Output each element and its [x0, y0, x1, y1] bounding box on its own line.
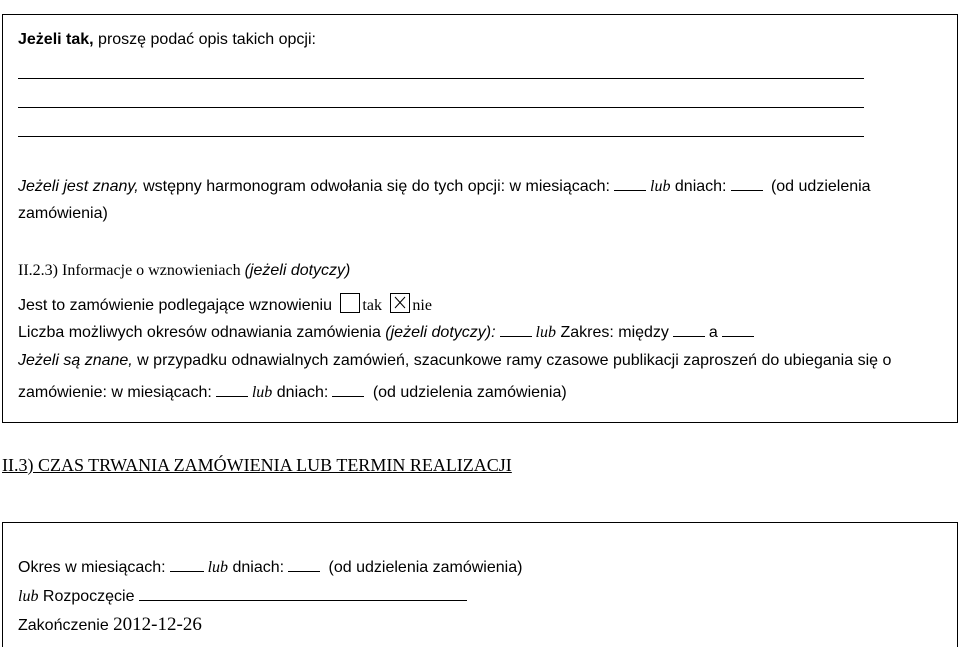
periods-text: Liczba możliwych okresów odnawiania zamówienia — [18, 324, 381, 341]
days-blank[interactable] — [288, 557, 320, 572]
days-blank[interactable] — [332, 382, 364, 397]
and-label: a — [708, 324, 718, 341]
if-yes-label: Jeżeli tak, — [18, 31, 94, 48]
options-description-text: proszę podać opis takich opcji: — [93, 31, 316, 48]
renewal-question: Jest to zamówienie podlegające wznowieniu — [18, 297, 332, 314]
from-award-label: (od udzielenia zamówienia) — [328, 559, 523, 576]
or-label: lub — [650, 178, 671, 195]
from-award-continuation: zamówienia) — [18, 205, 108, 222]
renewals-title: II.2.3) Informacje o wznowieniach — [18, 262, 241, 279]
or-label: lub — [207, 559, 229, 576]
months-blank[interactable] — [216, 382, 248, 397]
duration-months-line — [18, 557, 522, 577]
yes-checkbox[interactable] — [340, 293, 360, 313]
frames-text-2: zamówienie: w miesiącach: — [18, 384, 212, 401]
answer-line-1[interactable] — [18, 78, 864, 79]
checked-x-icon — [391, 294, 409, 312]
renewal-frames-continuation — [18, 382, 567, 402]
duration-start-line — [18, 586, 471, 606]
from-award-label: (od udzielenia zamówienia) — [372, 384, 567, 401]
end-label: Zakończenie — [18, 617, 109, 634]
months-blank[interactable] — [170, 557, 204, 572]
days-label: dniach: — [276, 384, 329, 401]
duration-end-line — [18, 614, 202, 636]
or-label: lub — [18, 588, 39, 605]
if-known-label: Jeżeli są znane, — [18, 352, 133, 369]
no-checkbox[interactable] — [390, 293, 410, 313]
renewals-heading — [18, 262, 350, 280]
months-label: Okres w miesiącach: — [18, 559, 166, 576]
days-label: dniach: — [674, 178, 727, 195]
range-label: Zakres: między — [560, 324, 669, 341]
from-award-label: (od udzielenia — [770, 178, 871, 195]
periods-note: (jeżeli dotyczy): — [385, 324, 496, 341]
or-label: lub — [535, 324, 556, 341]
renewal-periods-line — [18, 322, 758, 342]
range-to-blank[interactable] — [722, 322, 754, 337]
yes-label: tak — [362, 297, 382, 314]
start-label: Rozpoczęcie — [42, 588, 135, 605]
days-label: dniach: — [232, 559, 285, 576]
answer-line-2[interactable] — [18, 107, 864, 108]
duration-heading: II.3) CZAS TRWANIA ZAMÓWIENIA LUB TERMIN REALIZACJI — [2, 455, 512, 475]
end-date-value: 2012-12-26 — [113, 614, 202, 635]
months-blank[interactable] — [614, 176, 646, 191]
options-schedule-line — [18, 176, 871, 196]
renewal-subject-line — [18, 293, 432, 315]
periods-blank[interactable] — [500, 322, 532, 337]
days-blank[interactable] — [731, 176, 763, 191]
options-description-prompt — [18, 31, 316, 49]
answer-line-3[interactable] — [18, 136, 864, 137]
or-label: lub — [251, 384, 273, 401]
if-known-label: Jeżeli jest znany, — [18, 178, 139, 195]
renewal-frames-line — [18, 352, 891, 370]
start-date-blank[interactable] — [139, 586, 467, 601]
frames-text: w przypadku odnawialnych zamówień, szacunkowe ramy czasowe publikacji zaproszeń do ubiegania się o — [132, 352, 892, 369]
no-label: nie — [412, 297, 432, 314]
schedule-text: wstępny harmonogram odwołania się do tych opcji: w miesiącach: — [138, 178, 610, 195]
range-from-blank[interactable] — [673, 322, 705, 337]
renewals-note: (jeżeli dotyczy) — [244, 262, 351, 279]
